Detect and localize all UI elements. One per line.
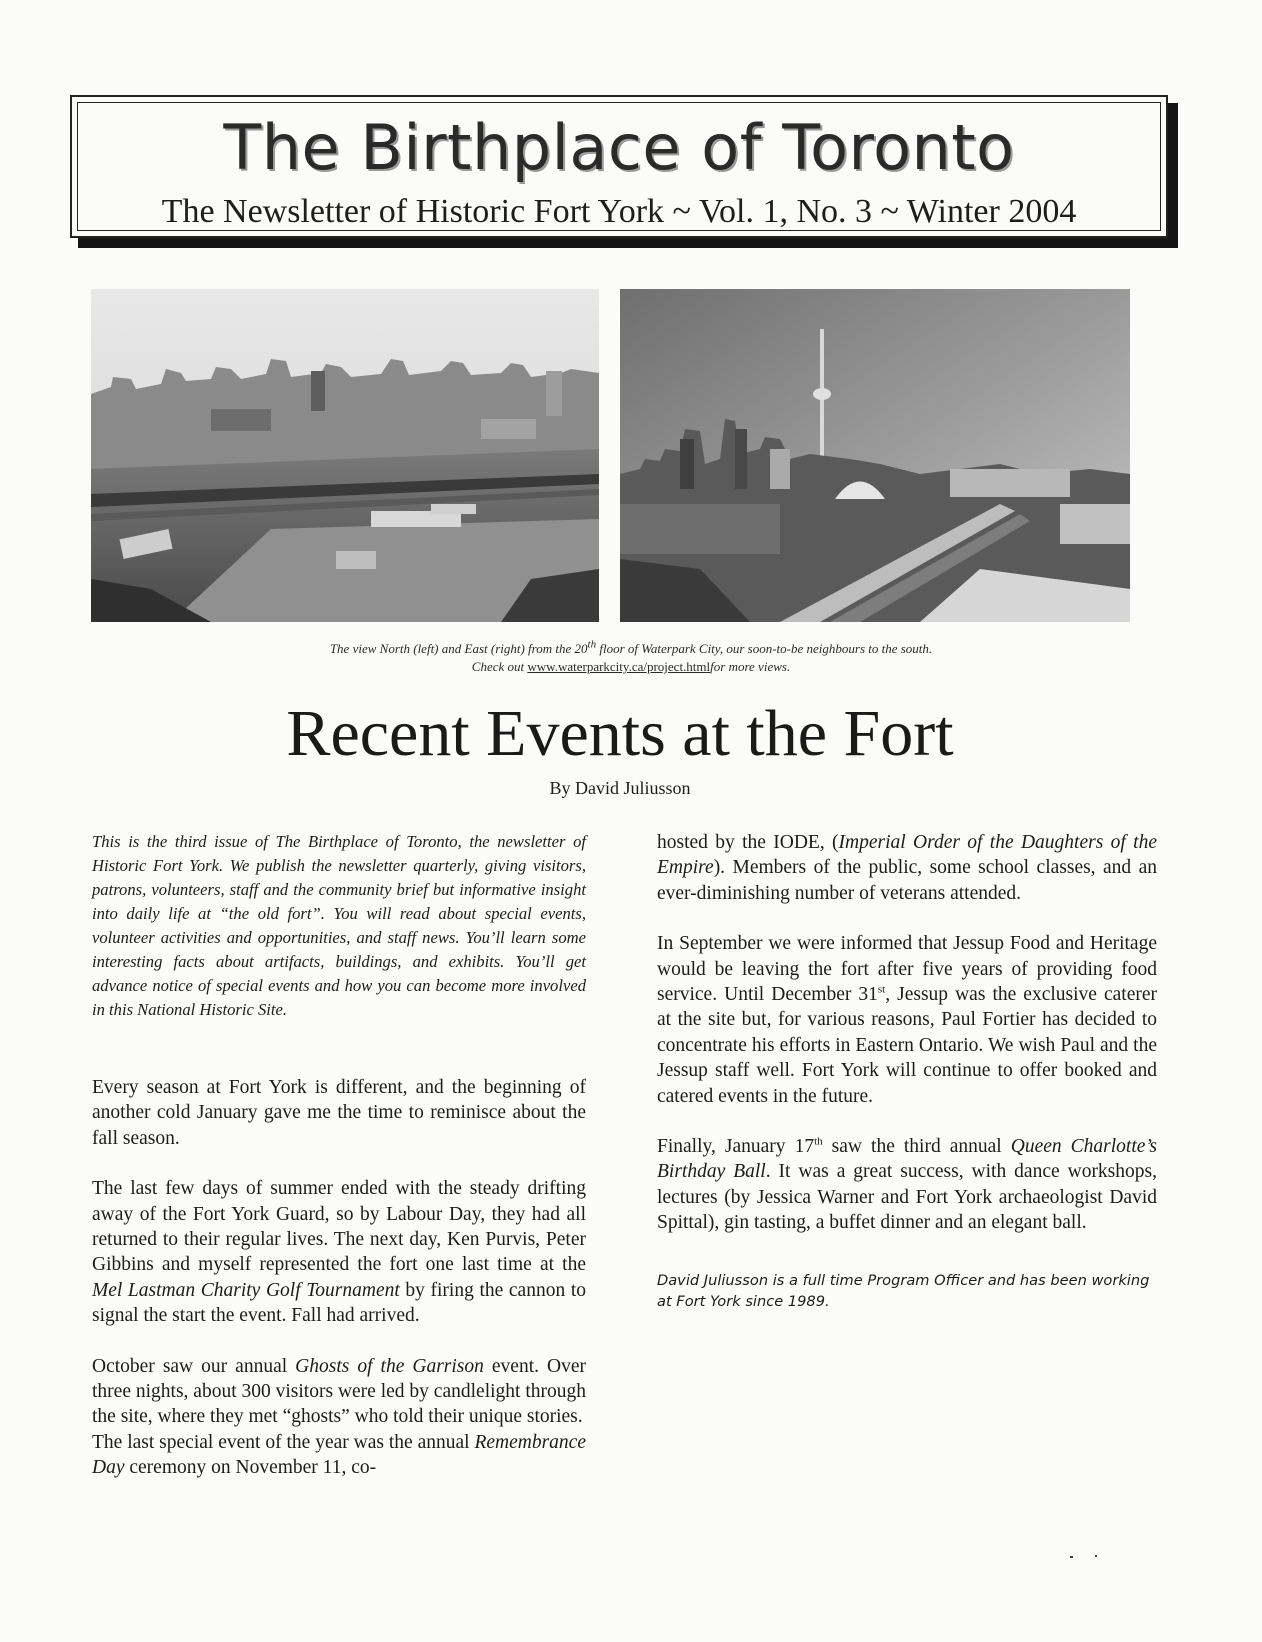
paragraph — [92, 1430, 586, 1481]
caption-line-1 — [0, 640, 1262, 658]
photo-caption — [0, 640, 1262, 676]
photo-north-image — [91, 289, 599, 622]
paragraph-text: , Jessup was the exclusive caterer at the site but, for various reasons, Paul Fortier has decided to concentrate his efforts in Eastern Ontario. We wish Paul and the Jessup staff well. Fort York will continue to offer booked and catered events in the future. — [657, 984, 1157, 1107]
masthead-box — [70, 95, 1168, 238]
caption-line-2 — [0, 658, 1262, 676]
paragraph — [657, 830, 1157, 906]
event-name: Queen Charlotte’s Birthday Ball — [657, 1136, 1157, 1183]
ordinal-superscript: st — [877, 983, 886, 996]
paragraph-text: October saw our annual — [92, 1355, 296, 1377]
masthead — [70, 95, 1175, 245]
caption-text: for more views. — [710, 659, 791, 674]
paragraph-text: ). Members of the public, some school classes, and an ever-diminishing number of veterans attended. — [657, 857, 1157, 904]
event-name: Mel Lastman Charity Golf Tournament — [92, 1279, 400, 1301]
paragraph-text: hosted by the IODE, ( — [657, 832, 839, 853]
article-headline: Recent Events at the Fort — [286, 697, 954, 770]
paragraph-text: ceremony on November 11, co- — [124, 1457, 377, 1479]
paragraph — [657, 931, 1157, 1109]
caption-text: floor of Waterpark City, our soon-to-be neighbours to the south. — [596, 641, 933, 656]
paragraph-text: event. Over three nights, about 300 visitors were led by candlelight through the site, where they met “ghosts” who told their unique stories. — [92, 1355, 586, 1428]
paragraph-text: . It was a great success, with dance workshops, lectures (by Jessica Warner and Fort York archaeologist David Spittal), gin tasting, a buffet dinner and an elegant ball. — [657, 1161, 1157, 1234]
paragraph-text: The last special event of the year was the annual — [92, 1431, 475, 1453]
newsletter-title: The Birthplace of Toronto — [223, 111, 1015, 184]
photo-view-north — [91, 289, 599, 622]
caption-text: The view North (left) and East (right) from the 20 — [329, 641, 588, 656]
paragraph — [92, 1354, 586, 1430]
paragraph — [92, 1176, 586, 1328]
intro-paragraph: This is the third issue of The Birthplace of Toronto, the newsletter of Historic Fort York. We publish the newsletter quarterly, giving visitors, patrons, volunteers, staff and the community brief but informative insight into daily life at “the old fort”. You will read about special events, volunteer activities and opportunities, and staff news. You’ll learn some interesting facts about artifacts, buildings, and exhibits. You’ll get advance notice of special events and how you can become more involved in this National Historic Site. — [92, 832, 586, 1019]
event-name: Remembrance Day — [92, 1431, 586, 1479]
article-byline: By David Juliusson — [549, 778, 691, 798]
paragraph-text: The last few days of summer ended with the steady drifting away of the Fort York Guard, so by Labour Day, they had all returned to their regular lives. The next day, Ken Purvis, Peter Gibbins and myself represented the fort one last time at the — [92, 1178, 586, 1276]
paragraph-text: by firing the cannon to signal the start the event. Fall had arrived. — [92, 1279, 586, 1327]
paragraph-text: saw the third annual — [822, 1136, 1011, 1158]
paragraph: Every season at Fort York is different, and the beginning of another cold January gave me the time to reminisce about the fall season. — [92, 1077, 586, 1149]
paragraph-text: Finally, January 17 — [657, 1136, 815, 1158]
scan-specks — [1070, 1555, 1100, 1559]
event-name: Ghosts of the Garrison — [295, 1355, 484, 1377]
paragraph — [657, 1134, 1157, 1236]
article-column-left — [92, 830, 586, 1481]
ordinal-superscript: th — [814, 1135, 823, 1148]
article-column-right — [657, 830, 1157, 1312]
organization-name: Imperial Order of the Daughters of the Empire — [657, 832, 1157, 879]
paragraph-text: In September we were informed that Jessup Food and Heritage would be leaving the fort after five years of providing food service. Until December 31 — [657, 933, 1157, 1006]
author-note: David Juliusson is a full time Program Officer and has been working at Fort York since 1989. — [657, 1271, 1150, 1310]
caption-text: Check out — [471, 659, 528, 674]
caption-superscript: th — [587, 638, 597, 651]
waterpark-link[interactable]: www.waterparkcity.ca/project.html — [527, 659, 711, 674]
photo-view-east — [620, 289, 1130, 622]
photo-east-image — [620, 289, 1130, 622]
newsletter-subtitle: The Newsletter of Historic Fort York ~ Vol. 1, No. 3 ~ Winter 2004 — [161, 193, 1077, 230]
